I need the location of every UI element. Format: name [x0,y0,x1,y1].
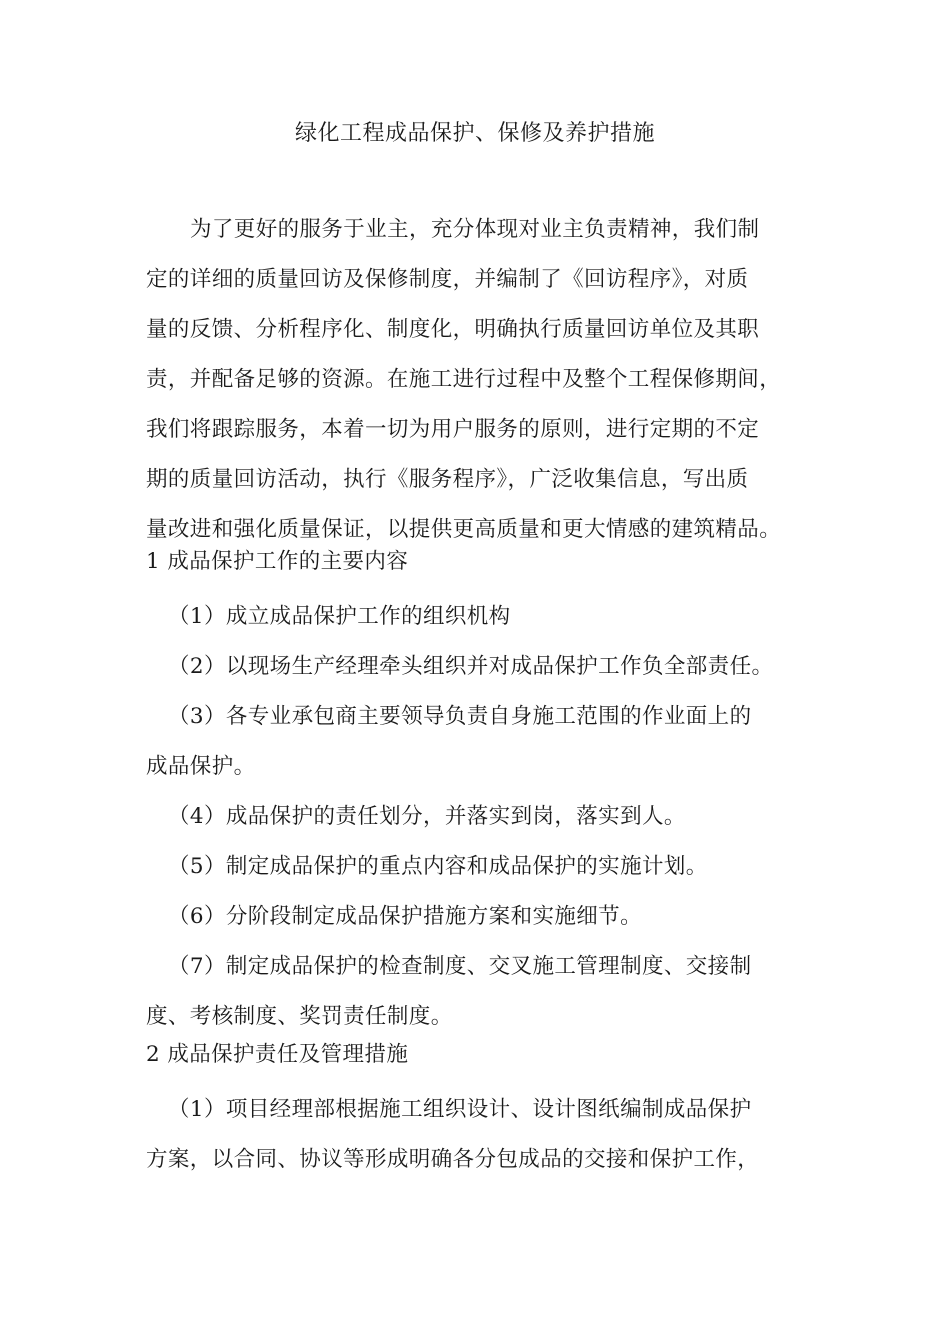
section-1-heading: 1 成品保护工作的主要内容 [146,549,409,574]
intro-line: 定的详细的质量回访及保修制度，并编制了《回访程序》，对质 [146,267,749,292]
list-item: （7）制定成品保护的检查制度、交叉施工管理制度、交接制 [168,954,752,979]
list-item-continuation: 方案，以合同、协议等形成明确各分包成品的交接和保护工作， [146,1147,760,1172]
section-2-list [146,1085,826,1185]
intro-line: 为了更好的服务于业主，充分体现对业主负责精神，我们制 [190,217,760,242]
intro-line: 期的质量回访活动，执行《服务程序》，广泛收集信息，写出质 [146,467,749,492]
list-item: （2）以现场生产经理牵头组织并对成品保护工作负全部责任。 [168,654,774,679]
list-item: （3）各专业承包商主要领导负责自身施工范围的作业面上的 [168,704,752,729]
list-item: （4）成品保护的责任划分，并落实到岗，落实到人。 [168,804,686,829]
intro-line: 量改进和强化质量保证，以提供更高质量和更大情感的建筑精品。 [146,517,782,542]
list-item: （1）成立成品保护工作的组织机构 [168,604,511,629]
list-item: （6）分阶段制定成品保护措施方案和实施细节。 [168,904,642,929]
document-title: 绿化工程成品保护、保修及养护措施 [294,121,655,146]
intro-line: 我们将跟踪服务，本着一切为用户服务的原则，进行定期的不定 [146,417,760,442]
list-item: （5）制定成品保护的重点内容和成品保护的实施计划。 [168,854,708,879]
section-1-list [146,592,826,1042]
intro-line: 责，并配备足够的资源。在施工进行过程中及整个工程保修期间， [146,367,782,392]
list-item: （1）项目经理部根据施工组织设计、设计图纸编制成品保护 [168,1097,752,1122]
list-item-continuation: 度、考核制度、奖罚责任制度。 [146,1004,453,1029]
section-2-heading: 2 成品保护责任及管理措施 [146,1042,409,1067]
intro-paragraph [146,205,826,555]
list-item-continuation: 成品保护。 [146,754,256,779]
intro-line: 量的反馈、分析程序化、制度化，明确执行质量回访单位及其职 [146,317,760,342]
